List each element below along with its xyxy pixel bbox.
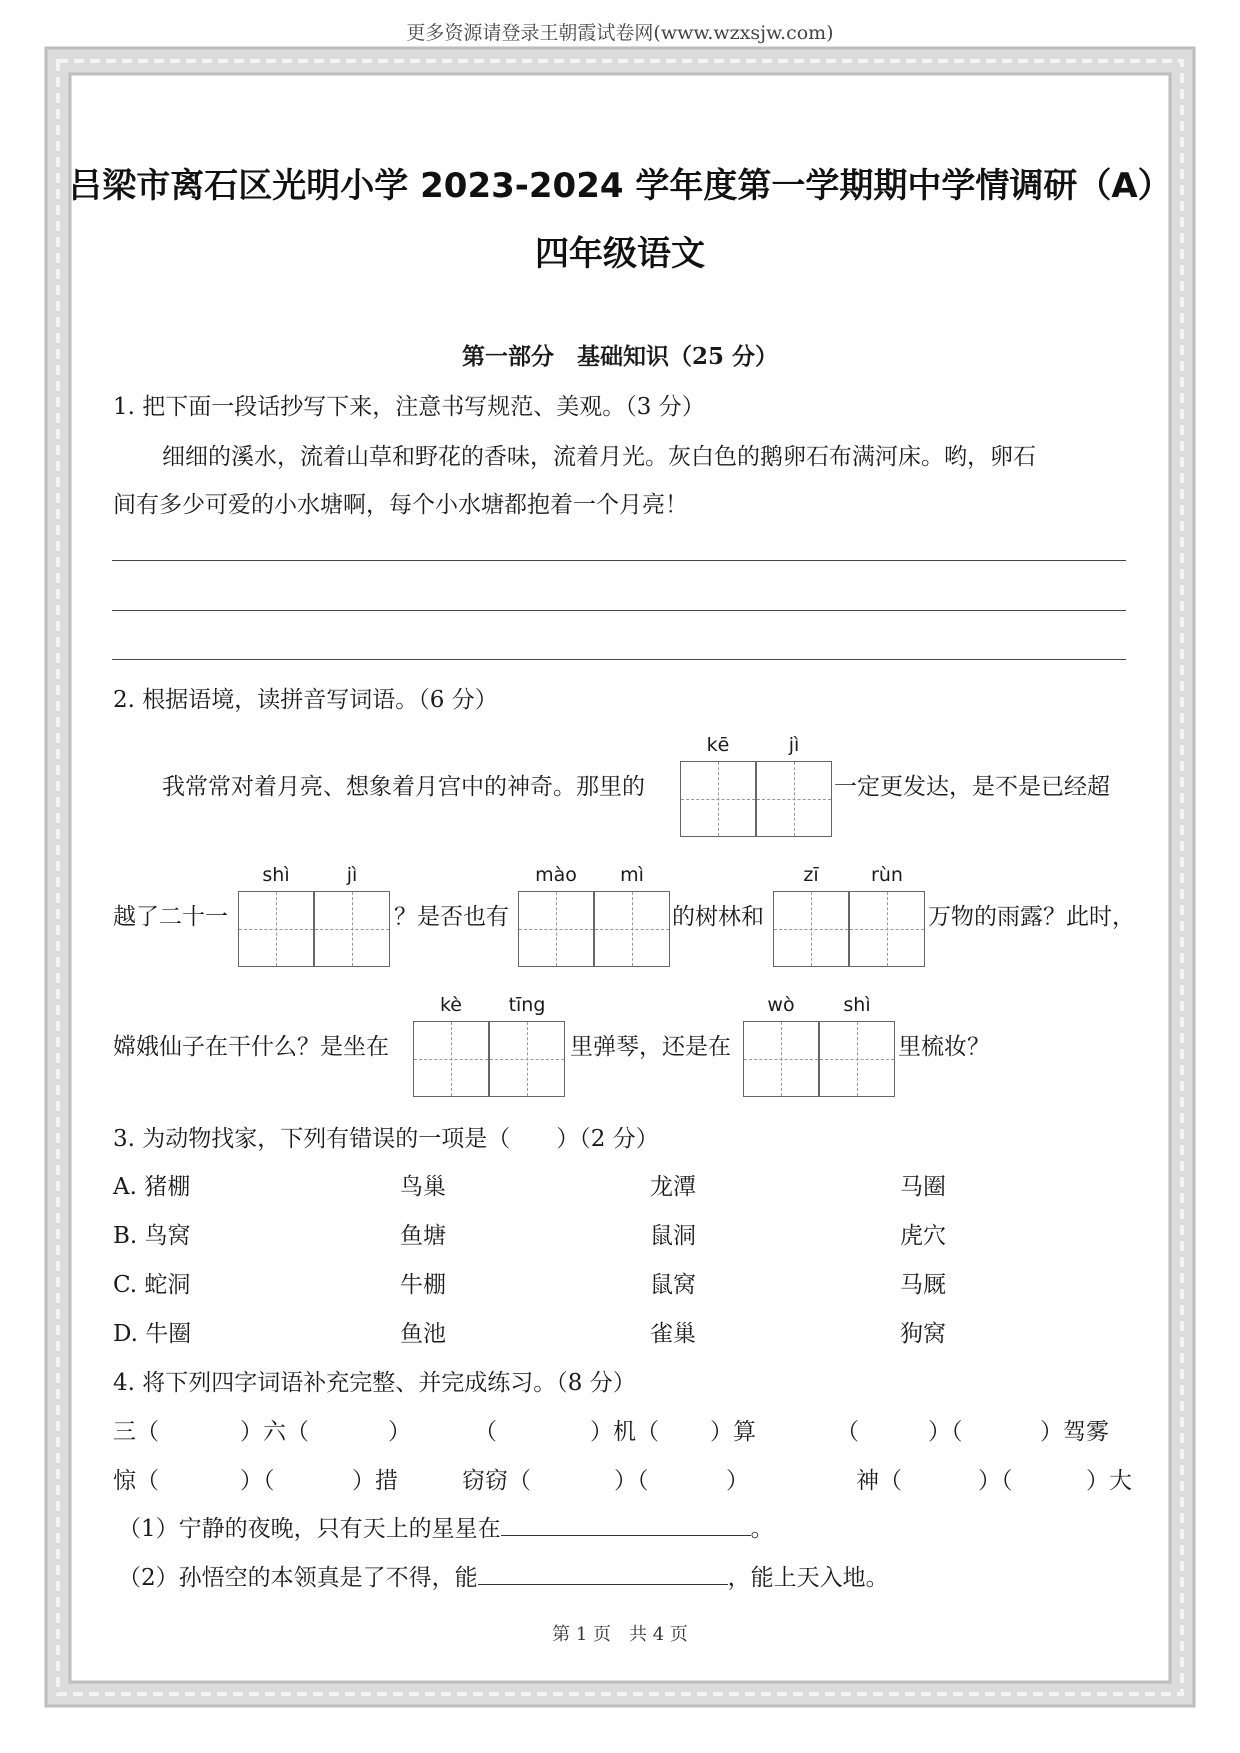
writing-grid-keting[interactable] (413, 1021, 565, 1097)
idiom-fragment: 惊（ (113, 1468, 159, 1494)
q4-sub2 (118, 1559, 889, 1592)
option-c-item: 鼠窝 (650, 1272, 696, 1298)
q4-sub2-blank[interactable] (478, 1562, 728, 1585)
copy-line-2[interactable] (112, 610, 1126, 611)
option-d[interactable]: D. 牛圈 (113, 1321, 192, 1347)
q2-row2-text-after: 万物的雨露？此时， (928, 904, 1135, 930)
section-heading: 第一部分 基础知识（25 分） (461, 343, 778, 370)
pinyin-shi: shì (843, 994, 871, 1016)
option-c-item: 牛棚 (400, 1272, 446, 1298)
option-d-item: 鱼池 (400, 1321, 446, 1347)
idiom-fragment: ）算 (710, 1419, 756, 1445)
question-1-passage-line2: 间有多少可爱的小水塘啊，每个小水塘都抱着一个月亮！ (113, 492, 688, 518)
idiom-fragment: ）（ (614, 1468, 649, 1494)
idiom-fragment: ）（ (240, 1468, 275, 1494)
q4-sub1-blank[interactable] (501, 1513, 751, 1536)
grid-cell[interactable] (489, 1021, 565, 1097)
grid-cell[interactable] (594, 891, 670, 967)
grid-cell[interactable] (518, 891, 594, 967)
page-number: 第 1 页 共 4 页 (552, 1624, 688, 1645)
exam-title: 吕梁市离石区光明小学 2023-2024 学年度第一学期期中学情调研（A） (68, 166, 1172, 206)
question-4-prompt: 4. 将下列四字词语补充完整、并完成练习。（8 分） (113, 1370, 636, 1396)
option-c-item: 马厩 (900, 1272, 946, 1298)
pinyin-ji: jì (346, 864, 358, 886)
option-d-item: 狗窝 (900, 1321, 946, 1347)
idiom-fragment: ）大 (1086, 1468, 1132, 1494)
idiom-fragment: 三（ (113, 1419, 159, 1445)
q4-sub1-end: 。 (750, 1516, 774, 1542)
q4-sub2-text: （2）孙悟空的本领真是了不得，能 (118, 1565, 478, 1591)
idiom-fragment: ）机（ (590, 1419, 659, 1445)
watermark: 更多资源请登录王朝霞试卷网(www.wzxsjw.com) (406, 22, 834, 44)
grid-cell[interactable] (819, 1021, 895, 1097)
q4-sub1-text: （1）宁静的夜晚，只有天上的星星在 (118, 1516, 501, 1542)
question-1-prompt: 1. 把下面一段话抄写下来，注意书写规范、美观。（3 分） (113, 394, 705, 420)
idiom-fragment: 神（ (856, 1468, 902, 1494)
pinyin-ke: kē (706, 734, 730, 756)
q2-row3-text-before: 嫦娥仙子在干什么？是坐在 (113, 1034, 389, 1060)
writing-grid-woshi[interactable] (743, 1021, 895, 1097)
q4-sub1 (118, 1510, 774, 1543)
question-2-prompt: 2. 根据语境，读拼音写词语。（6 分） (113, 687, 498, 713)
exam-subject: 四年级语文 (535, 234, 705, 274)
idiom-fragment: 窃窃（ (462, 1468, 531, 1494)
pinyin-ke: kè (439, 994, 462, 1016)
q2-row3-text-mid1: 里弹琴，还是在 (570, 1034, 731, 1060)
writing-grid-zirun[interactable] (773, 891, 925, 967)
option-a-item: 马圈 (900, 1174, 946, 1200)
pinyin-mao: mào (535, 864, 577, 886)
grid-cell[interactable] (238, 891, 314, 967)
option-b-item: 鱼塘 (400, 1223, 446, 1249)
pinyin-ji: jì (788, 734, 800, 756)
grid-cell[interactable] (314, 891, 390, 967)
option-a-item: 鸟巢 (400, 1174, 446, 1200)
grid-cell[interactable] (756, 761, 832, 837)
copy-line-1[interactable] (112, 560, 1126, 561)
q2-row1-text-before: 我常常对着月亮、想象着月宫中的神奇。那里的 (162, 774, 645, 800)
pinyin-shi: shì (262, 864, 290, 886)
idiom-fragment: （ (836, 1419, 859, 1445)
idiom-fragment: ） (388, 1419, 411, 1445)
pinyin-mi: mì (620, 864, 644, 886)
idiom-fragment: ）措 (352, 1468, 398, 1494)
idiom-fragment: ）驾雾 (1040, 1419, 1109, 1445)
grid-cell[interactable] (743, 1021, 819, 1097)
idiom-fragment: （ (474, 1419, 497, 1445)
q2-row2-text-mid1: ？是否也有 (394, 904, 509, 930)
option-a-item: 龙潭 (650, 1174, 696, 1200)
writing-grid-keji[interactable] (680, 761, 832, 837)
grid-cell[interactable] (773, 891, 849, 967)
writing-grid-shiji[interactable] (238, 891, 390, 967)
copy-line-3[interactable] (112, 659, 1126, 660)
pinyin-run: rùn (871, 864, 903, 886)
grid-cell[interactable] (680, 761, 756, 837)
pinyin-zi: zī (803, 864, 819, 886)
q2-row2-text-mid2: 的树林和 (672, 904, 764, 930)
q2-row3-text-after: 里梳妆？ (898, 1034, 990, 1060)
question-1-passage-line1: 细细的溪水，流着山草和野花的香味，流着月光。灰白色的鹅卵石布满河床。哟，卵石 (162, 444, 1036, 470)
idiom-fragment: ）六（ (240, 1419, 309, 1445)
option-b[interactable]: B. 鸟窝 (113, 1223, 191, 1249)
option-a[interactable]: A. 猪棚 (113, 1174, 191, 1200)
q2-row2-text-before: 越了二十一 (113, 904, 228, 930)
idiom-fragment: ）（ (978, 1468, 1013, 1494)
idiom-fragment: ） (726, 1468, 749, 1494)
option-c[interactable]: C. 蛇洞 (113, 1272, 191, 1298)
question-3-prompt: 3. 为动物找家，下列有错误的一项是（ ）（2 分） (113, 1126, 659, 1152)
q2-row1-text-after: 一定更发达，是不是已经超 (834, 774, 1110, 800)
q4-sub2-end: ，能上天入地。 (727, 1565, 889, 1591)
option-b-item: 虎穴 (900, 1223, 946, 1249)
grid-cell[interactable] (849, 891, 925, 967)
option-d-item: 雀巢 (650, 1321, 696, 1347)
pinyin-ting: tīng (508, 994, 546, 1016)
grid-cell[interactable] (413, 1021, 489, 1097)
idiom-fragment: ）（ (928, 1419, 963, 1445)
option-b-item: 鼠洞 (650, 1223, 696, 1249)
writing-grid-maomi[interactable] (518, 891, 670, 967)
pinyin-wo: wò (767, 994, 795, 1016)
